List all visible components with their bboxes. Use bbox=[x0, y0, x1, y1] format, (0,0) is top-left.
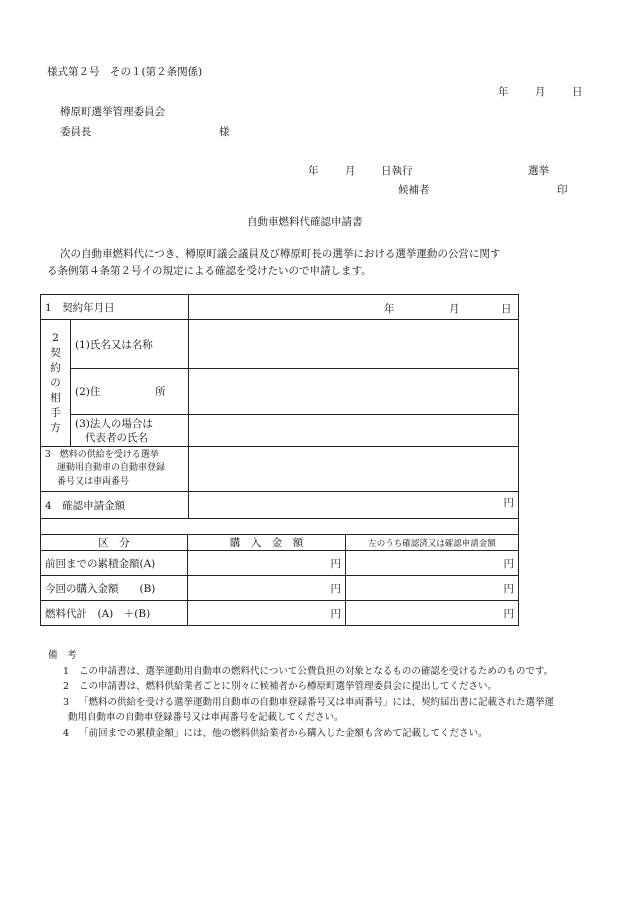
vehicle-number-field[interactable] bbox=[189, 447, 519, 492]
contract-date-label: 1 契約年月日 bbox=[41, 295, 189, 320]
summary-row-current bbox=[41, 576, 519, 601]
previous-purchase-field[interactable] bbox=[188, 551, 346, 576]
contract-date-day: 日 bbox=[501, 303, 512, 315]
body-line-1: 次の自動車燃料代につき、樽原町議会議員及び樽原町長の選挙における選挙運動の公営に関す bbox=[60, 248, 501, 260]
counterparty-char: 契 bbox=[50, 346, 61, 359]
row-contract-date bbox=[41, 295, 519, 320]
contract-date-field[interactable] bbox=[189, 295, 519, 320]
note-continuation: 動用自動車の自動車登録番号又は車両番号を記載してください。 bbox=[68, 712, 344, 723]
current-purchase-field[interactable] bbox=[188, 576, 346, 601]
total-purchase-field[interactable] bbox=[188, 601, 346, 626]
summary-row-label: 前回までの累積金額(A) bbox=[41, 551, 188, 576]
counterparty-char: 手 bbox=[50, 406, 61, 419]
counterparty-group-label bbox=[41, 320, 71, 447]
spacer-cell bbox=[41, 519, 519, 535]
note-item bbox=[48, 679, 554, 695]
summary-row-previous bbox=[41, 551, 519, 576]
election-date-day: 日執行 bbox=[381, 165, 413, 177]
row-counterparty-name bbox=[41, 320, 519, 369]
submission-date-year: 年 bbox=[498, 86, 509, 98]
notes-heading: 備 考 bbox=[48, 650, 77, 661]
document-title: 自動車燃料代確認申請書 bbox=[247, 216, 363, 228]
addressee-org: 樽原町選挙管理委員会 bbox=[60, 106, 165, 118]
seal-label: 印 bbox=[557, 184, 568, 196]
total-confirmed-field[interactable] bbox=[346, 601, 519, 626]
current-confirmed-field[interactable] bbox=[346, 576, 519, 601]
requested-amount-yen: 円 bbox=[503, 497, 515, 509]
yen-unit: 円 bbox=[330, 582, 342, 595]
application-table bbox=[40, 294, 519, 626]
note-text: この申請書は、燃料供給業者ごとに別々に候補者から樽原町選挙管理委員会に提出してください。 bbox=[79, 681, 498, 692]
notes-section bbox=[48, 648, 554, 741]
row-counterparty-representative bbox=[41, 415, 519, 447]
counterparty-name-label: (1)氏名又は名称 bbox=[71, 320, 189, 369]
body-line-2: る条例第４条第２号イの規定による確認を受けたいので申請します。 bbox=[47, 265, 372, 277]
note-item bbox=[48, 695, 554, 711]
counterparty-char: 相 bbox=[50, 391, 61, 404]
submission-date-day: 日 bbox=[572, 86, 583, 98]
requested-amount-label: 4 確認申請金額 bbox=[41, 492, 189, 519]
row-counterparty-address bbox=[41, 369, 519, 415]
yen-unit: 円 bbox=[503, 607, 515, 620]
counterparty-address-label bbox=[71, 369, 189, 415]
election-date-month: 月 bbox=[345, 165, 356, 177]
note-number: 4 bbox=[62, 727, 70, 739]
note-item bbox=[48, 726, 554, 742]
representative-field[interactable] bbox=[189, 415, 519, 447]
summary-header-row bbox=[41, 535, 519, 551]
note-text: 「燃料の供給を受ける選挙運動用自動車の自動車登録番号又は車両番号」には、契約届出書に記載された選挙運 bbox=[79, 696, 555, 708]
note-number: 3 bbox=[62, 696, 70, 708]
representative-label-line2: 代表者の氏名 bbox=[85, 431, 148, 444]
yen-unit: 円 bbox=[503, 557, 515, 570]
form-number: 様式第２号 その１(第２条関係) bbox=[47, 66, 203, 78]
counterparty-char: 2 bbox=[52, 331, 59, 344]
note-number: 2 bbox=[62, 681, 70, 692]
address-label-a: (2)住 bbox=[75, 386, 101, 398]
addressee-title: 委員長 bbox=[60, 126, 92, 138]
summary-row-label: 燃料代計 (A) ＋(B) bbox=[41, 601, 188, 626]
vehicle-label-line1: 3 燃料の供給を受ける選挙 bbox=[45, 449, 159, 460]
representative-label-line1: (3)法人の場合は bbox=[75, 417, 153, 430]
address-label-b: 所 bbox=[155, 386, 166, 398]
yen-unit: 円 bbox=[503, 582, 515, 595]
yen-unit: 円 bbox=[330, 557, 342, 570]
contract-date-month: 月 bbox=[449, 303, 460, 315]
requested-amount-field[interactable] bbox=[189, 492, 519, 519]
row-spacer bbox=[41, 519, 519, 535]
note-text: 「前回までの累積金額」には、他の燃料供給業者から購入した金額も含めて記載してください。 bbox=[79, 727, 488, 739]
representative-label bbox=[71, 415, 189, 447]
counterparty-address-field[interactable] bbox=[189, 369, 519, 415]
note-text: この申請書は、選挙運動用自動車の燃料代について公費負担の対象となるものの確認を受けるためのものです。 bbox=[79, 665, 554, 677]
summary-row-total bbox=[41, 601, 519, 626]
contract-date-year: 年 bbox=[384, 303, 395, 315]
election-label: 選挙 bbox=[528, 165, 549, 177]
vehicle-label-line2: 運動用自動車の自動車登録 bbox=[57, 463, 166, 474]
summary-row-label: 今回の購入金額 (B) bbox=[41, 576, 188, 601]
row-vehicle-number bbox=[41, 447, 519, 492]
note-item bbox=[48, 664, 554, 680]
summary-header-confirmed: 左のうち確認済又は確認申請金額 bbox=[346, 535, 519, 551]
election-date-year: 年 bbox=[308, 165, 319, 177]
previous-confirmed-field[interactable] bbox=[346, 551, 519, 576]
yen-unit: 円 bbox=[330, 607, 342, 620]
counterparty-char: の bbox=[50, 376, 61, 389]
candidate-label: 候補者 bbox=[398, 184, 430, 196]
note-number: 1 bbox=[62, 665, 70, 677]
submission-date-month: 月 bbox=[535, 86, 546, 98]
counterparty-char: 約 bbox=[50, 361, 61, 374]
counterparty-char: 方 bbox=[50, 421, 61, 434]
summary-header-purchase: 購 入 金 額 bbox=[188, 535, 346, 551]
counterparty-name-field[interactable] bbox=[189, 320, 519, 369]
summary-header-category: 区 分 bbox=[41, 535, 188, 551]
row-requested-amount bbox=[41, 492, 519, 519]
addressee-honorific: 様 bbox=[219, 126, 230, 138]
vehicle-label-line3: 番号又は車両番号 bbox=[57, 476, 130, 487]
vehicle-number-label bbox=[41, 447, 189, 492]
